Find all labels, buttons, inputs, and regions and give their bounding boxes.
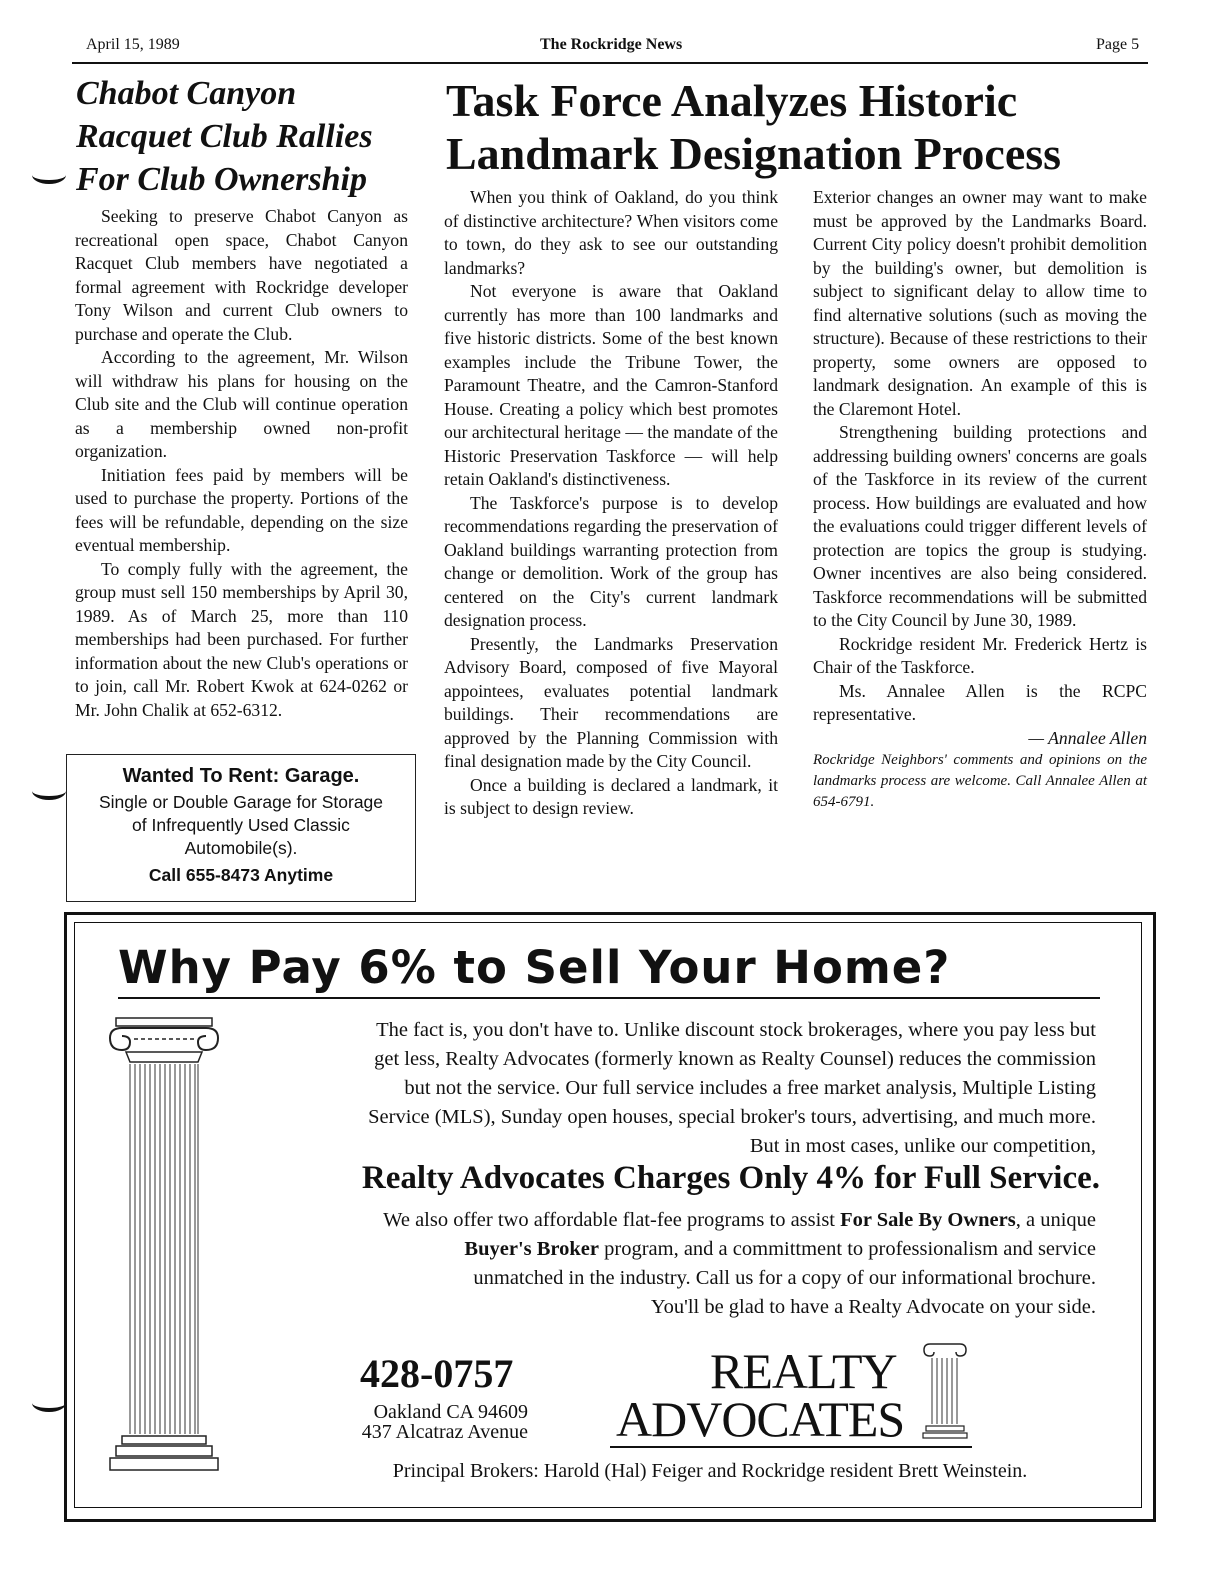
wanted-body: Single or Double Garage for Storage of Infrequently Used Classic Automobile(s). <box>98 792 384 858</box>
wanted-title: Wanted To Rent: Garage. <box>122 765 360 787</box>
ad-line: But in most cases, unlike our competition, <box>749 1135 1096 1157</box>
taskforce-paragraph: Once a building is declared a landmark, it is subject to design review. <box>444 774 778 818</box>
ad-line: You'll be glad to have a Realty Advocate on your side. <box>650 1296 1096 1318</box>
ionic-column-illustration <box>106 1016 222 1472</box>
binder-mark <box>32 166 66 184</box>
logo-rule <box>610 1446 972 1448</box>
ad-line: The fact is, you don't have to. Unlike discount stock brokerages, where you pay less but <box>376 1019 1096 1041</box>
ad-phone: 428-0757 <box>360 1351 514 1396</box>
ad-text: program, and a committment to professionalism and service <box>599 1238 1096 1260</box>
taskforce-paragraph: Presently, the Landmarks Preservation Advisory Board, composed of five Mayoral appointees, evaluates potential landmark buildings. Their recommendations are approved by the Planning Commission with final designation made by the City Council. <box>444 633 778 771</box>
taskforce-paragraph: Rockridge resident Mr. Frederick Hertz is Chair of the Taskforce. <box>813 633 1147 677</box>
author-signature: — Annalee Allen <box>1028 727 1147 748</box>
chabot-article-body <box>75 205 408 722</box>
editor-note: Rockridge Neighbors' comments and opinions on the landmarks process are welcome. Call Annalee Allen at 654-6791. <box>813 752 1147 810</box>
taskforce-column-2 <box>813 186 1147 813</box>
header-rule <box>72 62 1148 64</box>
ad-text-bold: For Sale By Owners <box>840 1209 1016 1231</box>
ad-text: We also offer two affordable flat-fee programs to assist <box>383 1209 841 1231</box>
ad-services <box>236 1206 1096 1322</box>
ad-line: unmatched in the industry. Call us for a copy of our informational brochure. <box>473 1267 1096 1289</box>
taskforce-paragraph: Strengthening building protections and addressing building owners' concerns are goals of the Taskforce in its review of the current process. How buildings are evaluated and how the evaluations could trigger different levels of protection are topics the group is studying. Owner incentives are also being considered. Taskforce recommendations will be submitted to the City Council by June 30, 1989. <box>813 422 1147 630</box>
page-number: Page 5 <box>1096 36 1140 53</box>
chabot-paragraph: According to the agreement, Mr. Wilson will withdraw his plans for housing on the Club site and the Club will continue operation as a membership owned non-profit organization. <box>75 347 408 461</box>
ad-line <box>236 1235 1096 1264</box>
ad-title-rule <box>118 997 1100 999</box>
taskforce-paragraph: The Taskforce's purpose is to develop recommendations regarding the preservation of Oakland buildings warranting protection from change or demolition. Work of the group has centered on the City's current landmark designation process. <box>444 492 778 630</box>
wanted-classified-box <box>66 754 416 902</box>
logo-realty: REALTY <box>710 1343 897 1399</box>
taskforce-paragraph: Exterior changes an owner may want to make must be approved by the Landmarks Board. Current City policy doesn't prohibit demolition by the building's owner, but demolition is subject to significant delay to allow time to find alternative solutions (such as moving the structure). Because of these restrictions to their property, some owners are opposed to landmark designation. An example of this is the Claremont Hotel. <box>813 187 1147 419</box>
ad-intro <box>236 1016 1096 1161</box>
wanted-phone: Call 655-8473 Anytime <box>148 865 334 885</box>
ad-text-bold: Buyer's Broker <box>464 1238 599 1260</box>
ad-principal-brokers: Principal Brokers: Harold (Hal) Feiger and Rockridge resident Brett Weinstein. <box>392 1460 1028 1482</box>
ad-street: 437 Alcatraz Avenue <box>361 1421 528 1443</box>
ad-address <box>300 1402 528 1442</box>
issue-date: April 15, 1989 <box>86 36 180 53</box>
logo-column-icon <box>920 1340 970 1440</box>
chabot-paragraph: Seeking to preserve Chabot Canyon as recreational open space, Chabot Canyon Racquet Club members have negotiated a formal agreement with Rockridge developer Tony Wilson and current Club owners to purchase and operate the Club. <box>75 206 408 344</box>
newspaper-name: The Rockridge News <box>540 36 683 53</box>
ad-title: Why Pay 6% to Sell Your Home? <box>118 941 951 994</box>
ad-line <box>236 1206 1096 1235</box>
taskforce-column-1 <box>444 186 778 821</box>
ad-headline-offer: Realty Advocates Charges Only 4% for Full Service. <box>361 1160 1100 1196</box>
chabot-headline: Chabot Canyon Racquet Club Rallies For Club Ownership <box>76 75 373 198</box>
ad-line: get less, Realty Advocates (formerly known as Realty Counsel) reduces the commission <box>374 1048 1096 1070</box>
taskforce-headline: Task Force Analyzes Historic Landmark Designation Process <box>446 75 1062 179</box>
ad-text: , a unique <box>1015 1209 1096 1231</box>
ad-line: Service (MLS), Sunday open houses, special broker's tours, advertising, and much more. <box>368 1106 1096 1128</box>
chabot-paragraph: Initiation fees paid by members will be used to purchase the property. Portions of the fees will be refundable, depending on the size eventual membership. <box>75 464 408 555</box>
taskforce-paragraph: Ms. Annalee Allen is the RCPC representative. <box>813 680 1147 724</box>
ad-line: but not the service. Our full service includes a free market analysis, Multiple Listing <box>404 1077 1096 1099</box>
chabot-paragraph: To comply fully with the agreement, the group must sell 150 memberships by April 30, 1989. As of March 25, more than 110 memberships had been purchased. For further information about the new Club's operations or to join, call Mr. Robert Kwok at 624-0262 or Mr. John Chalik at 652-6312. <box>75 558 408 720</box>
taskforce-paragraph: Not everyone is aware that Oakland currently has more than 100 landmarks and five historic districts. Some of the best known examples include the Tribune Tower, the Paramount Theatre, and the Camron-Stanford House. Creating a policy which best promotes our architectural heritage — the mandate of the Historic Preservation Taskforce — will help retain Oakland's distinctiveness. <box>444 281 778 489</box>
logo-advocates: ADVOCATES <box>616 1391 905 1447</box>
binder-mark <box>32 1394 66 1412</box>
taskforce-paragraph: When you think of Oakland, do you think of distinctive architecture? When visitors come to town, do they ask to see our outstanding landmarks? <box>444 187 778 278</box>
ad-city: Oakland CA 94609 <box>373 1401 528 1423</box>
binder-mark <box>32 782 66 800</box>
